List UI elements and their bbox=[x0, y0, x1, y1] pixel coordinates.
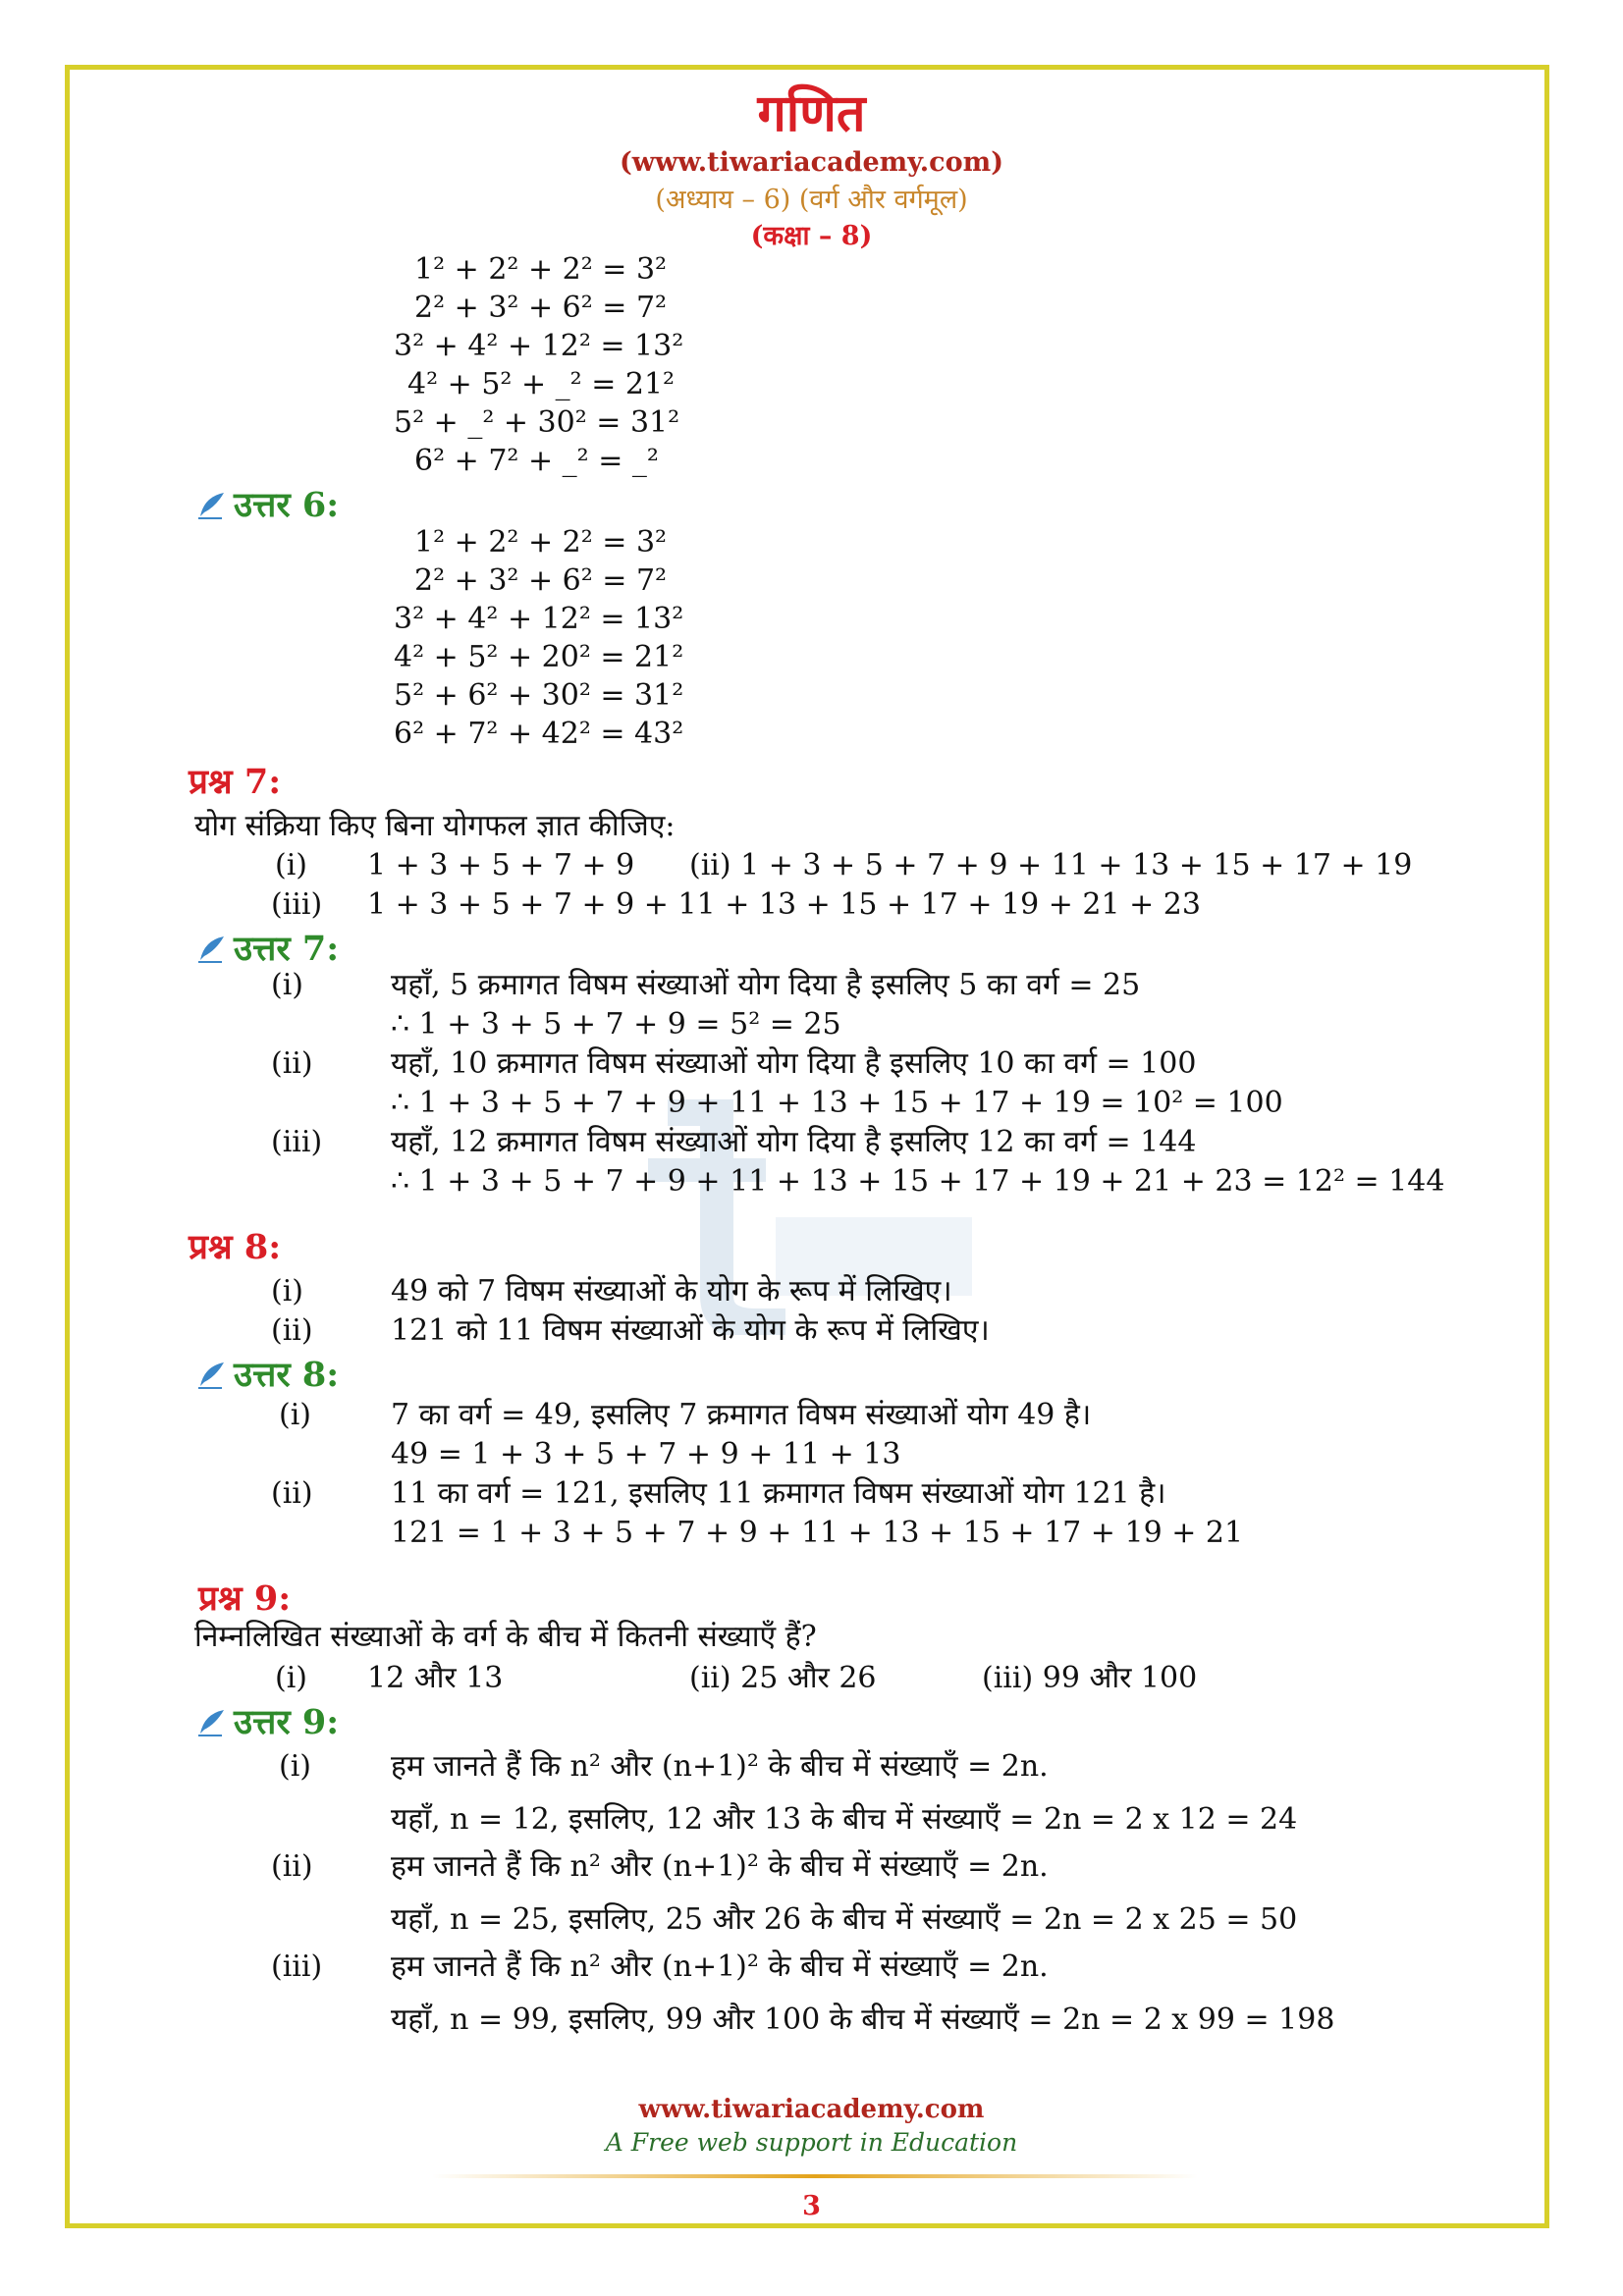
page-number: 3 bbox=[802, 2191, 821, 2221]
question-7-ii-text: (ii) 1 + 3 + 5 + 7 + 9 + 11 + 13 + 15 + 17 + 19 bbox=[689, 848, 1413, 882]
class-heading: (कक्षा – 8) bbox=[750, 221, 873, 251]
question-9-text: निम्नलिखित संख्याओं के वर्ग के बीच में कितनी संख्याएँ हैं? bbox=[194, 1620, 817, 1654]
question-9-i-text: 12 और 13 bbox=[367, 1661, 504, 1695]
quill-icon bbox=[196, 489, 226, 520]
answer-6-line-1: 1² + 2² + 2² = 3² bbox=[414, 525, 668, 560]
answer-6-label: उत्तर 6: bbox=[234, 485, 340, 525]
answer-9-ii-num: (ii) bbox=[271, 1849, 313, 1884]
answer-8-label: उत्तर 8: bbox=[234, 1355, 340, 1395]
answer-7-ii-line-1: यहाँ, 10 क्रमागत विषम संख्याओं योग दिया है इसलिए 10 का वर्ग = 100 bbox=[391, 1046, 1197, 1081]
question-9-ii-text: (ii) 25 और 26 bbox=[689, 1661, 877, 1695]
answer-8-ii-line-2: 121 = 1 + 3 + 5 + 7 + 9 + 11 + 13 + 15 + 17 + 19 + 21 bbox=[391, 1516, 1244, 1550]
answer-9-ii-line-2: यहाँ, n = 25, इसलिए, 25 और 26 के बीच में संख्याएँ = 2n = 2 x 25 = 50 bbox=[391, 1902, 1298, 1937]
answer-9-i-rule: हम जानते हैं कि n² और (n+1)² के बीच में संख्याएँ = 2n. bbox=[391, 1749, 1049, 1784]
pattern-line-3: 3² + 4² + 12² = 13² bbox=[394, 329, 684, 363]
question-7-iii-label: (iii) bbox=[271, 887, 323, 922]
answer-7-iii-line-2: ∴ 1 + 3 + 5 + 7 + 9 + 11 + 13 + 15 + 17 + 19 + 21 + 23 = 12² = 144 bbox=[391, 1164, 1445, 1199]
answer-8-i-num: (i) bbox=[279, 1398, 312, 1432]
answer-8-i-line-2: 49 = 1 + 3 + 5 + 7 + 9 + 11 + 13 bbox=[391, 1437, 901, 1471]
pattern-line-2: 2² + 3² + 6² = 7² bbox=[414, 291, 668, 325]
answer-8-ii-num: (ii) bbox=[271, 1476, 313, 1511]
answer-7-ii-num: (ii) bbox=[271, 1046, 313, 1081]
answer-7-iii-num: (iii) bbox=[271, 1125, 323, 1159]
question-9-iii-text: (iii) 99 और 100 bbox=[982, 1661, 1198, 1695]
answer-9-iii-line-2: यहाँ, n = 99, इसलिए, 99 और 100 के बीच में संख्याएँ = 2n = 2 x 99 = 198 bbox=[391, 2002, 1335, 2037]
answer-7-i-line-2: ∴ 1 + 3 + 5 + 7 + 9 = 5² = 25 bbox=[391, 1007, 841, 1041]
answer-9-iii-rule: हम जानते हैं कि n² और (n+1)² के बीच में संख्याएँ = 2n. bbox=[391, 1949, 1049, 1984]
answer-9-i-num: (i) bbox=[279, 1749, 312, 1784]
quill-icon bbox=[196, 933, 226, 964]
answer-6-line-5: 5² + 6² + 30² = 31² bbox=[394, 678, 684, 713]
answer-7-i-num: (i) bbox=[271, 968, 304, 1002]
answer-6-line-6: 6² + 7² + 42² = 43² bbox=[394, 717, 684, 751]
answer-9-i-line-2: यहाँ, n = 12, इसलिए, 12 और 13 के बीच में संख्याएँ = 2n = 2 x 12 = 24 bbox=[391, 1802, 1298, 1837]
question-9-label: प्रश्न 9: bbox=[198, 1578, 292, 1619]
answer-8-heading bbox=[196, 1351, 339, 1397]
answer-9-iii-num: (iii) bbox=[271, 1949, 323, 1984]
footer-website[interactable]: www.tiwariacademy.com bbox=[638, 2095, 985, 2124]
question-7-label: प्रश्न 7: bbox=[189, 762, 282, 802]
footer-divider bbox=[432, 2174, 1198, 2178]
answer-9-ii-rule: हम जानते हैं कि n² और (n+1)² के बीच में संख्याएँ = 2n. bbox=[391, 1849, 1049, 1884]
question-7-iii-text: 1 + 3 + 5 + 7 + 9 + 11 + 13 + 15 + 17 + 19 + 21 + 23 bbox=[367, 887, 1201, 922]
pattern-line-4: 4² + 5² + _² = 21² bbox=[407, 367, 676, 401]
pattern-line-1: 1² + 2² + 2² = 3² bbox=[414, 252, 668, 287]
answer-6-heading bbox=[196, 481, 339, 527]
quill-icon bbox=[196, 1359, 226, 1390]
answer-9-heading bbox=[196, 1698, 339, 1744]
question-7-i-text: 1 + 3 + 5 + 7 + 9 bbox=[367, 848, 635, 882]
answer-6-line-3: 3² + 4² + 12² = 13² bbox=[394, 602, 684, 636]
pattern-line-6: 6² + 7² + _² = _² bbox=[414, 444, 659, 478]
answer-6-line-4: 4² + 5² + 20² = 21² bbox=[394, 640, 684, 674]
answer-8-ii-line-1: 11 का वर्ग = 121, इसलिए 11 क्रमागत विषम संख्याओं योग 121 है। bbox=[391, 1476, 1166, 1511]
answer-7-iii-line-1: यहाँ, 12 क्रमागत विषम संख्याओं योग दिया है इसलिए 12 का वर्ग = 144 bbox=[391, 1125, 1197, 1159]
pattern-line-5: 5² + _² + 30² = 31² bbox=[394, 405, 680, 440]
question-7-i-label: (i) bbox=[275, 848, 308, 882]
question-8-ii-num: (ii) bbox=[271, 1313, 313, 1348]
question-9-i-label: (i) bbox=[275, 1661, 308, 1695]
quill-icon bbox=[196, 1706, 226, 1737]
answer-7-ii-line-2: ∴ 1 + 3 + 5 + 7 + 9 + 11 + 13 + 15 + 17 + 19 = 10² = 100 bbox=[391, 1086, 1283, 1120]
chapter-heading: (अध्याय – 6) (वर्ग और वर्गमूल) bbox=[655, 185, 968, 215]
answer-8-i-line-1: 7 का वर्ग = 49, इसलिए 7 क्रमागत विषम संख्याओं योग 49 है। bbox=[391, 1398, 1092, 1432]
question-8-ii-text: 121 को 11 विषम संख्याओं के योग के रूप में लिखिए। bbox=[391, 1313, 990, 1348]
answer-7-label: उत्तर 7: bbox=[234, 929, 340, 969]
answer-6-line-2: 2² + 3² + 6² = 7² bbox=[414, 563, 668, 598]
question-8-label: प्रश्न 8: bbox=[189, 1227, 282, 1267]
question-8-i-text: 49 को 7 विषम संख्याओं के योग के रूप में लिखिए। bbox=[391, 1274, 952, 1308]
answer-9-label: उत्तर 9: bbox=[234, 1702, 340, 1742]
question-8-i-num: (i) bbox=[271, 1274, 304, 1308]
page-title: गणित bbox=[757, 83, 866, 143]
header-website[interactable]: (www.tiwariacademy.com) bbox=[620, 147, 1003, 178]
footer-tagline: A Free web support in Education bbox=[605, 2128, 1018, 2157]
question-7-text: योग संक्रिया किए बिना योगफल ज्ञात कीजिए: bbox=[194, 809, 676, 843]
answer-7-heading bbox=[196, 925, 339, 971]
answer-7-i-line-1: यहाँ, 5 क्रमागत विषम संख्याओं योग दिया है इसलिए 5 का वर्ग = 25 bbox=[391, 968, 1141, 1002]
